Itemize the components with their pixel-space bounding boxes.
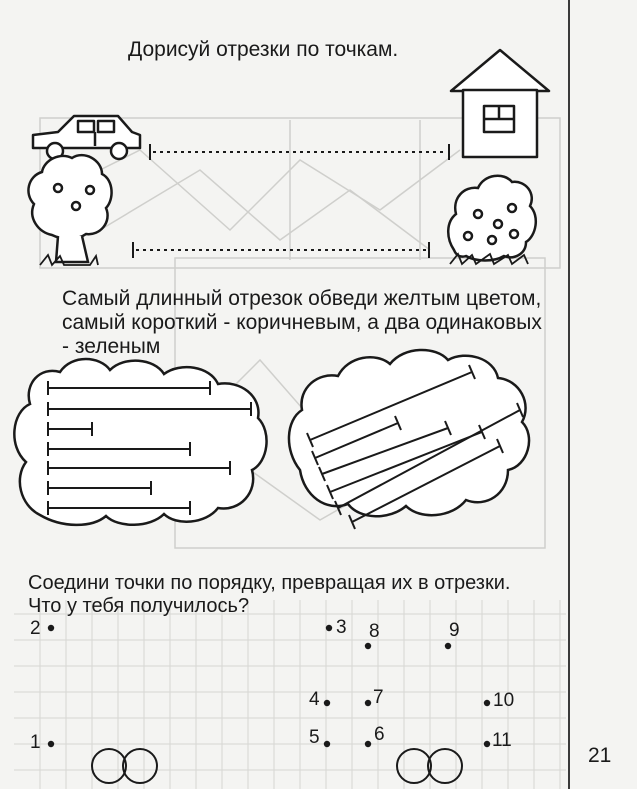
point-label-2: 2 [30, 618, 41, 639]
dot-9[interactable] [445, 643, 451, 649]
wheel-circle [92, 749, 126, 783]
point-label-7: 7 [373, 687, 384, 708]
task2-instruction: Самый длинный отрезок обведи желтым цветом, самый короткий - коричневым, а два одинаковых - зеленым [62, 287, 542, 358]
dot-5[interactable] [324, 741, 330, 747]
dot-4[interactable] [324, 700, 330, 706]
point-label-4: 4 [309, 689, 320, 710]
point-label-11: 11 [492, 730, 512, 751]
point-label-10: 10 [493, 690, 515, 711]
cloud-left [14, 359, 266, 525]
grid-paper [14, 600, 566, 789]
task3-instruction: Соедини точки по порядку, превращая их в отрезки. Что у тебя получилось? [28, 572, 511, 617]
dotted-guide-car-house [150, 144, 449, 160]
dot-10[interactable] [484, 700, 490, 706]
car-icon [33, 116, 140, 159]
point-label-9: 9 [449, 620, 460, 641]
point-label-6: 6 [374, 724, 385, 745]
dot-7[interactable] [365, 700, 371, 706]
point-label-8: 8 [369, 621, 380, 642]
point-label-3: 3 [336, 617, 347, 638]
dot-6[interactable] [365, 741, 371, 747]
dot-2[interactable] [48, 625, 54, 631]
page-number: 21 [588, 744, 612, 767]
dotted-guide-tree-bush [133, 242, 429, 258]
point-label-5: 5 [309, 727, 320, 748]
dot-8[interactable] [365, 643, 371, 649]
tree-icon [28, 155, 111, 265]
dot-3[interactable] [326, 625, 332, 631]
connect-dots [48, 625, 490, 747]
task1-title: Дорисуй отрезки по точкам. [128, 38, 399, 61]
cloud-right [289, 350, 529, 529]
wheel-circles [92, 749, 462, 783]
wheel-circle [397, 749, 431, 783]
bush-icon [448, 176, 536, 264]
wheel-circle [123, 749, 157, 783]
dot-11[interactable] [484, 741, 490, 747]
point-label-1: 1 [30, 732, 41, 753]
wheel-circle [428, 749, 462, 783]
house-icon [451, 50, 549, 157]
dot-1[interactable] [48, 741, 54, 747]
